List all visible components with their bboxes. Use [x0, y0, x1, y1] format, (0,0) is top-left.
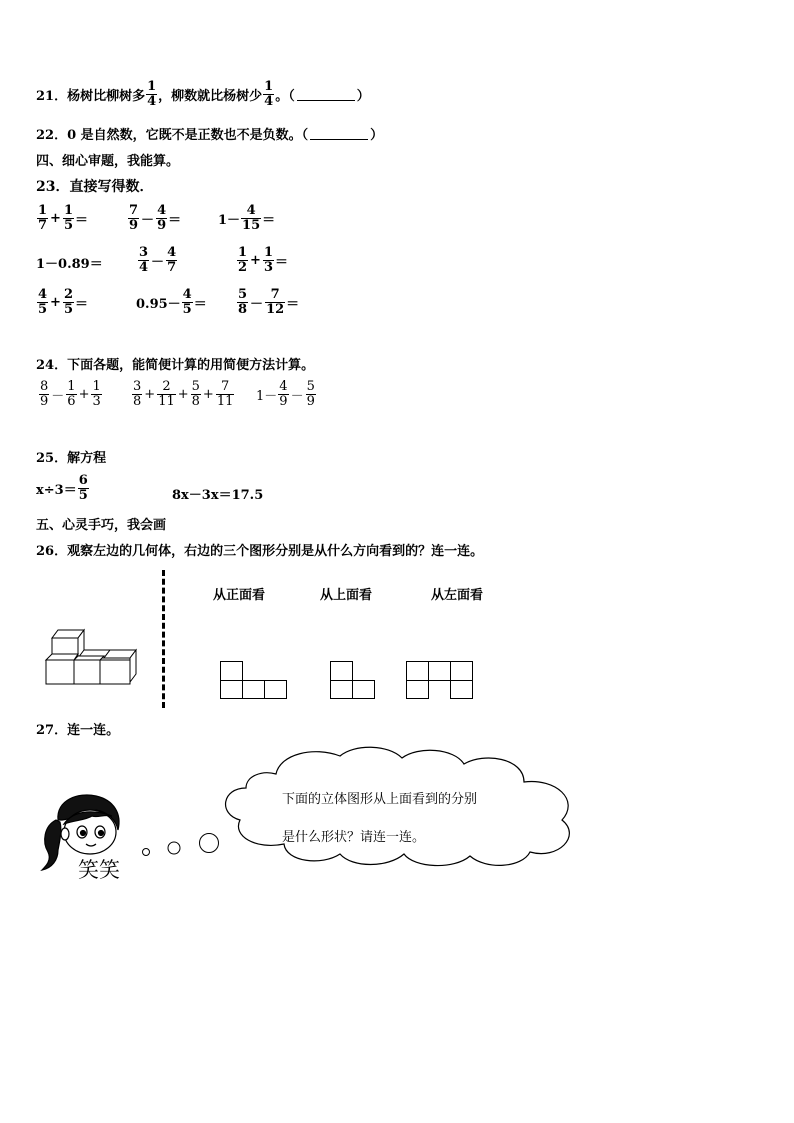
cube-solid-figure: [40, 624, 140, 686]
calc-item: $\frac{1}{7}$ + $\frac{1}{5}$ ＝: [38, 203, 89, 233]
calc-item: $\frac{1}{2}$ + $\frac{1}{3}$ ＝: [238, 245, 289, 275]
question-24-title: 24．下面各题，能简便计算的用简便方法计算。: [36, 358, 315, 373]
view-label-left: 从左面看: [431, 588, 484, 603]
calc-item: 1－0.89＝: [36, 256, 103, 272]
question-22: 22． 0 是自然数，它既不是正数也不是负数。（ ）: [36, 128, 384, 143]
question-27-title: 27．连一连。: [36, 723, 120, 738]
cloud-text-line-2: 是什么形状？请连一连。: [282, 830, 426, 845]
section-5-heading: 五、心灵手巧，我会画: [36, 518, 167, 533]
equation-2: 8x－3x＝17.5: [172, 488, 264, 503]
calc-item: $\frac{5}{8}$ － $\frac{7}{12}$ ＝: [238, 287, 300, 317]
calc-item: $\frac{7}{9}$ － $\frac{4}{9}$ ＝: [129, 203, 182, 233]
fraction: $\frac{1}{4}$: [147, 79, 157, 109]
calc-item: $\frac{3}{4}$ － $\frac{4}{7}$: [139, 245, 177, 275]
question-21: 21． 杨树比柳树多 $\frac{1}{4}$ ，柳数就比杨树少 $\frac{1}{4}$ 。（ ）: [36, 79, 370, 109]
dashed-divider: [162, 570, 165, 708]
view-label-front: 从正面看: [213, 588, 266, 603]
fraction: $\frac{1}{4}$: [264, 79, 274, 109]
calc-item: 0.95－ $\frac{4}{5}$ ＝: [136, 287, 207, 317]
thought-cloud: [218, 744, 586, 870]
thought-dots: [138, 828, 222, 862]
girl-name-label: 笑笑: [78, 858, 120, 882]
calc-item: $\frac{4}{5}$ + $\frac{2}{5}$ ＝: [38, 287, 89, 317]
calc-item: 1－ $\frac{4}{15}$ ＝: [218, 203, 276, 233]
section-4-heading: 四、细心审题，我能算。: [36, 154, 180, 169]
expression-3: 1－ $\frac{4}{9}$ － $\frac{5}{9}$: [256, 379, 315, 409]
question-25-title: 25．解方程: [36, 451, 107, 466]
cloud-text-line-1: 下面的立体图形从上面看到的分别: [282, 792, 478, 807]
question-23-title: 23．直接写得数．: [36, 179, 154, 195]
view-label-top: 从上面看: [320, 588, 373, 603]
equation-1: x÷3＝ $\frac{6}{5}$: [36, 473, 88, 503]
expression-1: $\frac{8}{9}$ － $\frac{1}{6}$ + $\frac{1}{3}$: [40, 379, 101, 409]
answer-blank[interactable]: [310, 127, 368, 140]
expression-2: $\frac{3}{8}$ + $\frac{2}{11}$ + $\frac{5}{8}$ + $\frac{7}{11}$: [133, 379, 234, 409]
question-26-title: 26．观察左边的几何体，右边的三个图形分别是从什么方向看到的？连一连。: [36, 544, 484, 559]
answer-blank[interactable]: [297, 88, 355, 101]
